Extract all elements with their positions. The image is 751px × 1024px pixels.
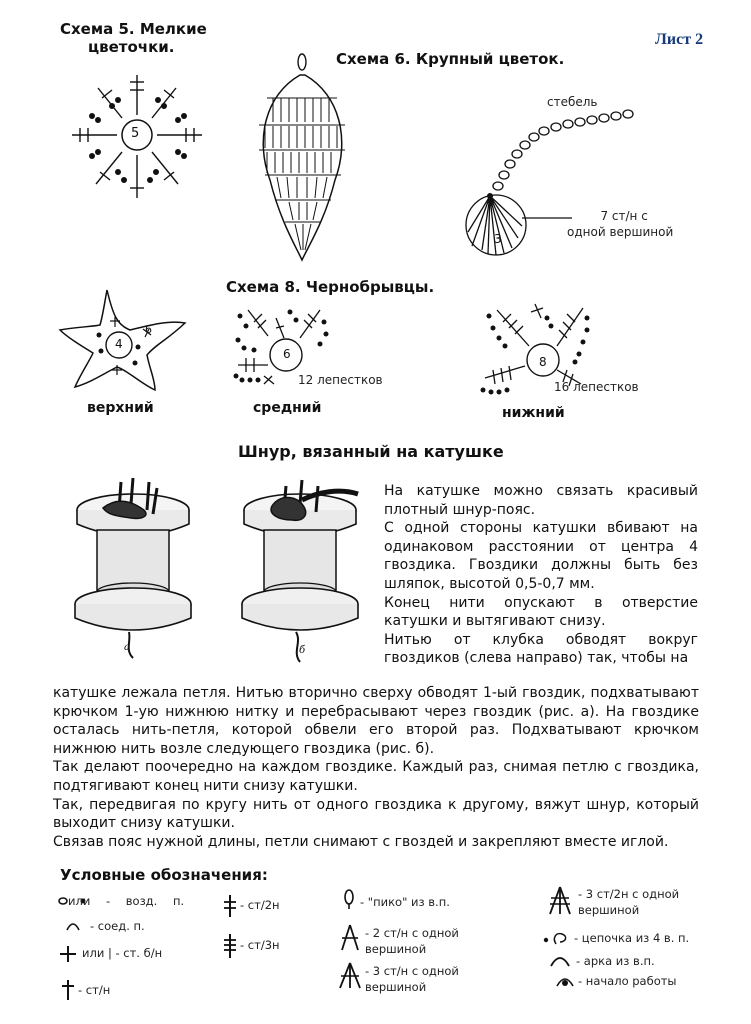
- scheme6-note-line1: 7 ст/н с: [600, 209, 648, 223]
- single-crochet-icon: [58, 944, 78, 964]
- scheme8-top-caption: верхний: [87, 400, 154, 416]
- double-treble-icon: [222, 932, 238, 960]
- chain-four-icon: [542, 930, 572, 946]
- scheme6-note: [567, 208, 674, 240]
- three-tr-cluster-icon: [546, 884, 574, 916]
- legend-three-tr-cluster: [578, 886, 713, 918]
- scheme8-bottom-center-number: 8: [539, 355, 547, 369]
- scheme6-note-line2: одной вершиной: [567, 225, 674, 239]
- cord-section-title: Шнур, вязанный на катушке: [238, 442, 504, 461]
- scheme6-title: Схема 6. Крупный цветок.: [336, 50, 565, 68]
- scheme8-bottom-caption: нижний: [502, 405, 565, 421]
- scheme6-leaf-diagram: [245, 50, 375, 265]
- cord-text-right-3: Конец нити опускают в отверстие катушки и вытягивают снизу.: [384, 594, 698, 630]
- scheme8-middle-center-number: 6: [283, 347, 291, 361]
- legend-three-dc-cluster: [365, 963, 510, 995]
- legend-slip-stitch: - соед. п.: [90, 919, 145, 933]
- cord-text-full-3: Так, передвигая по кругу нить от одного гвоздика к другому, вяжут шнур, который выходит снизу катушки.: [53, 796, 699, 832]
- double-crochet-icon: [60, 978, 76, 1002]
- scheme8-title: Схема 8. Чернобрывцы.: [226, 278, 435, 296]
- scheme5-title: [60, 20, 207, 56]
- cord-text-full-4: Связав пояс нужной длины, петли снимают с гвоздей и закрепляют вместе иглой.: [53, 833, 669, 850]
- legend-arch: - арка из в.п.: [576, 954, 655, 968]
- scheme6-stem-label: стебель: [547, 95, 598, 109]
- arch-icon: [548, 954, 572, 968]
- cord-instructions-right: [384, 482, 698, 668]
- legend-three-dc-cluster-text: - 3 ст/н с одной вершиной: [365, 964, 459, 994]
- cord-instructions-full: [53, 684, 699, 851]
- cord-text-right-4: Нитью от клубка обводят вокруг гвоздиков (слева направо) так, чтобы на: [384, 631, 698, 667]
- legend-treble-crochet: - ст/2н: [240, 898, 280, 912]
- page-label: Лист 2: [655, 31, 704, 48]
- scheme8-bottom-petals: 16 лепестков: [554, 380, 639, 394]
- scheme8-top-center-number: 4: [115, 337, 123, 351]
- treble-crochet-icon: [222, 893, 238, 919]
- legend-double-crochet: - ст/н: [78, 983, 111, 997]
- cord-text-right-2: С одной стороны катушки вбивают на одинаковом расстоянии от центра 4 гвоздика. Гвоздики должны быть без шляпок, высотой 0,5-0,7 мм.: [384, 520, 698, 592]
- legend-title: Условные обозначения:: [60, 866, 268, 884]
- picot-icon: [343, 888, 355, 910]
- scheme8-middle-petals: 12 лепестков: [298, 373, 383, 387]
- legend-single-crochet: или | - ст. б/н: [82, 946, 163, 960]
- cord-text-right-1: На катушке можно связать красивый плотный шнур-пояс.: [384, 483, 698, 518]
- legend-picot: - "пико" из в.п.: [360, 895, 450, 909]
- scheme8-top-side-number: 6: [145, 323, 152, 336]
- legend-double-treble: - ст/3н: [240, 938, 280, 952]
- scheme8-middle-caption: средний: [253, 400, 322, 416]
- start-icon: [554, 974, 576, 988]
- two-dc-cluster-icon: [338, 922, 362, 952]
- scheme5-title-line2: цветочки.: [88, 38, 175, 56]
- scheme5-diagram: [60, 60, 220, 220]
- legend-two-dc-cluster-text: - 2 ст/н с одной вершиной: [365, 926, 459, 956]
- scheme5-center-number: 5: [131, 126, 140, 141]
- legend-two-dc-cluster: [365, 925, 510, 957]
- cord-text-full-2: Так делают поочередно на каждом гвоздике. Каждый раз, снимая петлю с гвоздика, подтягивают конец нити снизу катушки.: [53, 759, 699, 794]
- scheme5-title-line1: Схема 5. Мелкие: [60, 20, 207, 38]
- three-dc-cluster-icon: [336, 960, 364, 990]
- legend-start: - начало работы: [578, 974, 677, 988]
- scheme8-top-diagram: [55, 285, 195, 395]
- spool-figure-a-label: а: [124, 642, 130, 653]
- cord-text-full-1: катушке лежала петля. Нитью вторично сверху обводят 1-ый гвоздик, подхватывают крючком 1-ую нижнюю нитку и перебрасывают через гвоздик (рис. а). На гвоздике осталась нить-петля, которой обвели его второй раз. Подхватывают крючком нижнюю нить возле следующего гвоздика (рис. б).: [53, 685, 699, 757]
- spool-figure-b: [240, 470, 365, 665]
- scheme6-ball-number: 3: [494, 232, 502, 246]
- slip-stitch-icon: [65, 920, 81, 932]
- spool-figure-a: [75, 470, 200, 660]
- legend-chain-four: - цепочка из 4 в. п.: [574, 931, 690, 945]
- legend-chain-stitch: или - возд. п.: [68, 894, 185, 908]
- spool-figure-b-label: б: [299, 645, 306, 656]
- legend-three-tr-cluster-text: - 3 ст/2н с одной вершиной: [578, 887, 680, 917]
